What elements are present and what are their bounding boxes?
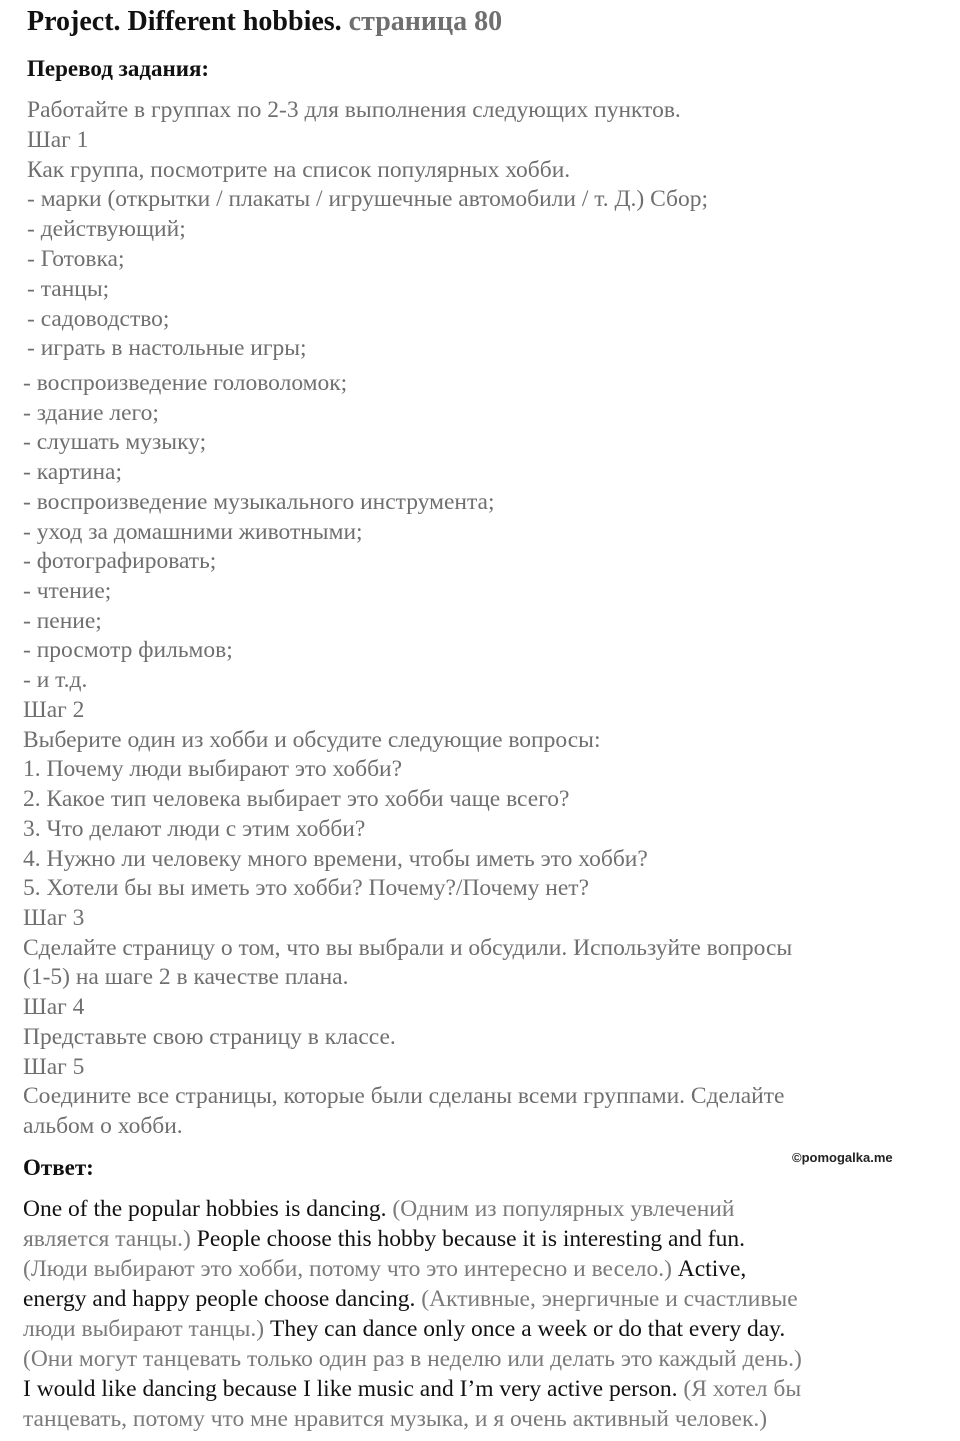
translation-line: - картина; [23, 459, 123, 486]
translation-line: - марки (открытки / плакаты / игрушечные автомобили / т. Д.) Сбор; [27, 186, 709, 213]
answer-text-english: I would like dancing because I like music and I’m very active person. [23, 1376, 684, 1402]
answer-line [23, 1224, 938, 1254]
translation-line: - садоводство; [27, 305, 170, 332]
answer-text-russian: (Активные, энергичные и счастливые [421, 1286, 798, 1312]
answer-text-russian: танцевать, потому что мне нравится музыка, и я очень активный человек.) [23, 1406, 768, 1432]
page-title [27, 6, 502, 38]
translation-line: Сделайте страницу о том, что вы выбрали и обсудили. Используйте вопросы [23, 934, 793, 961]
translation-line: - действующий; [27, 216, 186, 243]
translation-line: 1. Почему люди выбирают это хобби? [23, 756, 403, 783]
answer-text-russian: (Я хотел бы [683, 1376, 802, 1402]
translation-line: - Готовка; [27, 246, 125, 272]
translation-line: Представьте свою страницу в классе. [23, 1023, 396, 1050]
translation-line: Работайте в группах по 2-3 для выполнения следующих пунктов. [27, 97, 681, 123]
answer-text-russian: (Люди выбирают это хобби, потому что это интересно и весело.) [23, 1256, 678, 1282]
answer-text-russian: (Они могут танцевать только один раз в неделю или делать это каждый день.) [23, 1346, 802, 1372]
translation-line: - воспроизведение головоломок; [23, 370, 348, 396]
answer-text-english: One of the popular hobbies is dancing. [23, 1196, 393, 1222]
answer-line [23, 1284, 938, 1314]
answer-block [23, 1194, 938, 1434]
answer-line [23, 1404, 938, 1434]
translation-line: 5. Хотели бы вы иметь это хобби? Почему?/Почему нет? [23, 875, 590, 902]
translation-line: Шаг 5 [23, 1053, 85, 1080]
answer-text-english: People choose this hobby because it is interesting and fun. [196, 1226, 745, 1252]
translation-line: Соедините все страницы, которые были сделаны всеми группами. Сделайте [23, 1083, 785, 1110]
answer-heading: Ответ: [23, 1155, 94, 1180]
translation-line: 3. Что делают люди с этим хобби? [23, 815, 366, 842]
translation-line: - играть в настольные игры; [27, 335, 307, 362]
translation-line: - слушать музыку; [23, 429, 207, 456]
translation-line: - воспроизведение музыкального инструмента; [23, 488, 495, 515]
translation-line: Как группа, посмотрите на список популярных хобби. [27, 156, 571, 183]
translation-line: - чтение; [23, 578, 112, 605]
translation-line: - здание лего; [23, 399, 159, 426]
translation-line: - и т.д. [23, 667, 88, 694]
translation-line: - фотографировать; [23, 548, 217, 575]
answer-line [23, 1314, 938, 1344]
answer-text-russian: (Одним из популярных увлечений [392, 1196, 735, 1222]
watermark: ©pomogalka.me [792, 1150, 893, 1165]
translation-line: Шаг 3 [23, 904, 85, 931]
answer-line [23, 1374, 938, 1404]
answer-line [23, 1344, 938, 1374]
translation-line: (1-5) на шаге 2 в качестве плана. [23, 964, 349, 991]
translation-line: - пение; [23, 607, 102, 634]
translation-line: 2. Какое тип человека выбирает это хобби чаще всего? [23, 786, 570, 813]
translation-line: - просмотр фильмов; [23, 637, 233, 664]
translation-line: альбом о хобби. [23, 1113, 183, 1139]
answer-text-english: Active, [677, 1256, 747, 1282]
translation-heading: Перевод задания: [27, 56, 210, 81]
translation-line: Шаг 4 [23, 994, 85, 1021]
answer-text-english: They can dance only once a week or do that every day. [270, 1316, 786, 1342]
translation-line: Шаг 2 [23, 696, 85, 723]
answer-line [23, 1194, 938, 1224]
answer-line [23, 1254, 938, 1284]
translation-line: - танцы; [27, 275, 110, 302]
title-main: Project. Different hobbies. [27, 6, 342, 37]
answer-text-english: energy and happy people choose dancing. [23, 1286, 422, 1312]
title-page-ref: страница 80 [348, 6, 503, 37]
translation-line: 4. Нужно ли человеку много времени, чтобы иметь это хобби? [23, 845, 648, 872]
translation-line: Шаг 1 [27, 126, 89, 153]
translation-line: - уход за домашними животными; [23, 518, 363, 545]
answer-text-russian: люди выбирают танцы.) [23, 1316, 270, 1342]
translation-line: Выберите один из хобби и обсудите следующие вопросы: [23, 726, 601, 753]
answer-text-russian: является танцы.) [23, 1226, 197, 1252]
